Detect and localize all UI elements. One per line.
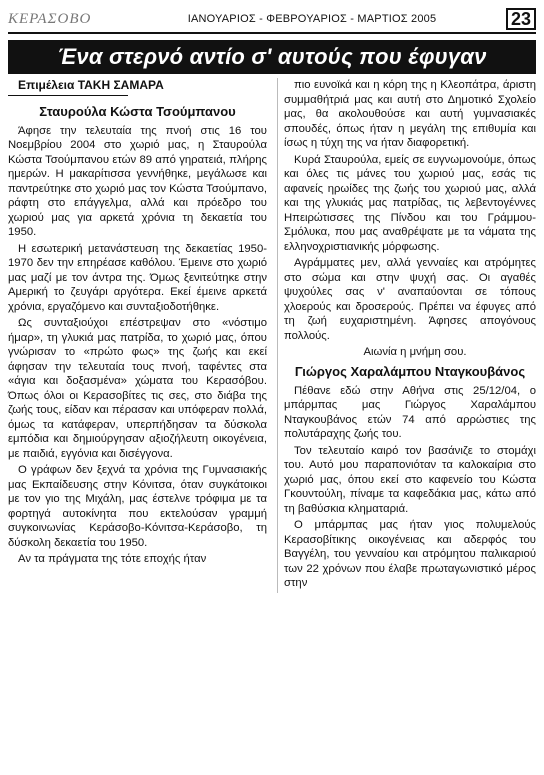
page-number: 23 <box>506 8 536 30</box>
right-column <box>277 78 536 593</box>
left-column <box>8 78 267 593</box>
page-header <box>8 6 536 34</box>
article-columns <box>8 78 536 593</box>
paragraph: πιο ευνοϊκά και η κόρη της η Κλεοπάτρα, άριστη συμμαθήτριά μας και αυτή στο Δημοτικό Σχολείο μας, θα ακολουθούσε και αυτή γυμνασιακές σπουδές, όπως ήταν η μεγάλη της επιθυμία και ίσως η τύχη της να ήταν διαφορετική. <box>284 79 536 149</box>
newspaper-logo: ΚΕΡΑΣΟΒΟ <box>8 10 92 27</box>
byline: Επιμέλεια ΤΑΚΗ ΣΑΜΑΡΑ <box>18 78 164 92</box>
byline-rule <box>8 95 128 96</box>
paragraph: Ο γράφων δεν ξεχνά τα χρόνια της Γυμνασιακής μας Εκπαίδευσης στην Κόνιτσα, όταν συγκάτοικοι με τον γιο της Μιχάλη, μας έστελνε τρόφιμα με τα φορτηγά αυτοκίνητα που εκτελούσαν γραμμή συγκοινωνίας Κεράσοβο-Κόνιτσα-Κεράσοβο, τη δύσκολη δεκαετία του 1950. <box>8 464 267 549</box>
article-title: Ένα στερνό αντίο σ' αυτούς που έφυγαν <box>57 44 487 69</box>
paragraph: Πέθανε εδώ στην Αθήνα στις 25/12/04, ο μπάρμπας μας Γιώργος Χαραλάμπου Νταγκουβάνος ετών 74 από αρρώστιες της πολυτάραχης ζωής του. <box>284 384 536 440</box>
paragraph: Ως συνταξιούχοι επέστρεψαν στο «νόστιμο ήμαρ», τη γλυκιά μας πατρίδα, το χωριό μας, όπου γνώρισαν το «πρώτο φως» της ζωής και εκεί άφησαν την τελευταία τους πνοή, ταφέντες στα «άγια και δοξασμένα» χώματα του Κερασόβου. Όπως όλοι οι Κερασοβίτες τις σες, στο διάβα της ζωής τους, είδαν και πέρασαν και υπόφεραν πολλά, όμως τα κατάφεραν, υπερπήδησαν τα δύσκολα εμπόδια και δημιούργησαν αξιοζήλευτη οικογένεια, με παιδιά, εγγόνια και δισέγγονα. <box>8 317 267 460</box>
obituary-heading-1: Σταυρούλα Κώστα Τσούμπανου <box>39 103 236 119</box>
article-banner <box>8 40 536 74</box>
issue-dates: ΙΑΝΟΥΑΡΙΟΣ - ΦΕΒΡΟΥΑΡΙΟΣ - ΜΑΡΤΙΟΣ 2005 <box>187 13 437 25</box>
paragraph: Ο μπάρμπας μας ήταν γιος πολυμελούς Κερασοβίτικης οικογένειας και αδερφός του Βαγγέλη, του γενναίου και ατρόμητου παλικαριού των 22 χρόνων που έλαβε πρωταγωνιστικό μέρος στην <box>284 519 536 589</box>
paragraph: Τον τελευταίο καιρό τον βασάνιζε το στομάχι του. Αυτό μου παραπονιόταν τα καλοκαίρια στο χωριό μας, όπου εκεί στο καφενείο του Κώστα Γκουντούλη, πίναμε τα καφεδάκια μας, κάτω από τη βαθύσκια κληματαριά. <box>284 444 536 515</box>
paragraph: Η εσωτερική μετανάστευση της δεκαετίας 1950-1970 δεν την επηρέασε καθόλου. Έμεινε στο χωριό μας μαζί με τον άντρα της. Όμως ξενιτεύτηκε στην Αμερική το ζευγάρι αργότερα. Εκεί έμεινε αρκετά χρόνια, εργαζόμενο και συνταξιοδοτήθηκε. <box>8 242 267 313</box>
paragraph: Αγράμματες μεν, αλλά γενναίες και ατρόμητες στο σώμα και στην ψυχή σας. Οι αγαθές ψυχούλες σας ν' αναπαύονται σε τόπους χλοερούς και δροσερούς. Πρέπει να έφυγες από τη ζωή ευχαριστημένη. Άφησες απογόνους πολλούς. <box>284 257 536 342</box>
paragraph: Κυρά Σταυρούλα, εμείς σε ευγνωμονούμε, όπως και όλες τις μάνες του χωριού μας, εσάς τις αφανείς ηρωίδες της ζωής του χωριού μας, αλλά και της γλυκιάς μας πατρίδας, τις λεβεντογέννες Ηπειρώτισσες της Πίνδου και του Γράμμου-Σμόλυκα, που μας αναθρέψατε με τα νάματα της ελληνοχριστιανικής μόρφωσης. <box>284 153 536 253</box>
memory-line: Αιωνία η μνήμη σου. <box>363 346 467 358</box>
paragraph: Αν τα πράγματα της τότε εποχής ήταν <box>18 553 207 565</box>
obituary-heading-2: Γιώργος Χαραλάμπου Νταγκουβάνος <box>294 363 526 379</box>
paragraph: Άφησε την τελευταία της πνοή στις 16 του Νοεμβρίου 2004 στο χωριό μας, η Σταυρούλα Κώστα Τσούμπανου ετών 89 από γηρατειά, πλήρης ημερών. Η μακαρίτισσα γεννήθηκε, μεγάλωσε και παντρεύτηκε στο χωριό μας τον Κώστα Τσούμπανο, ράφτη στο επάγγελμα, αλλά και πρόεδρο του χωριού μας για αρκετά χρόνια τη δεκαετία του 1950. <box>8 124 267 238</box>
